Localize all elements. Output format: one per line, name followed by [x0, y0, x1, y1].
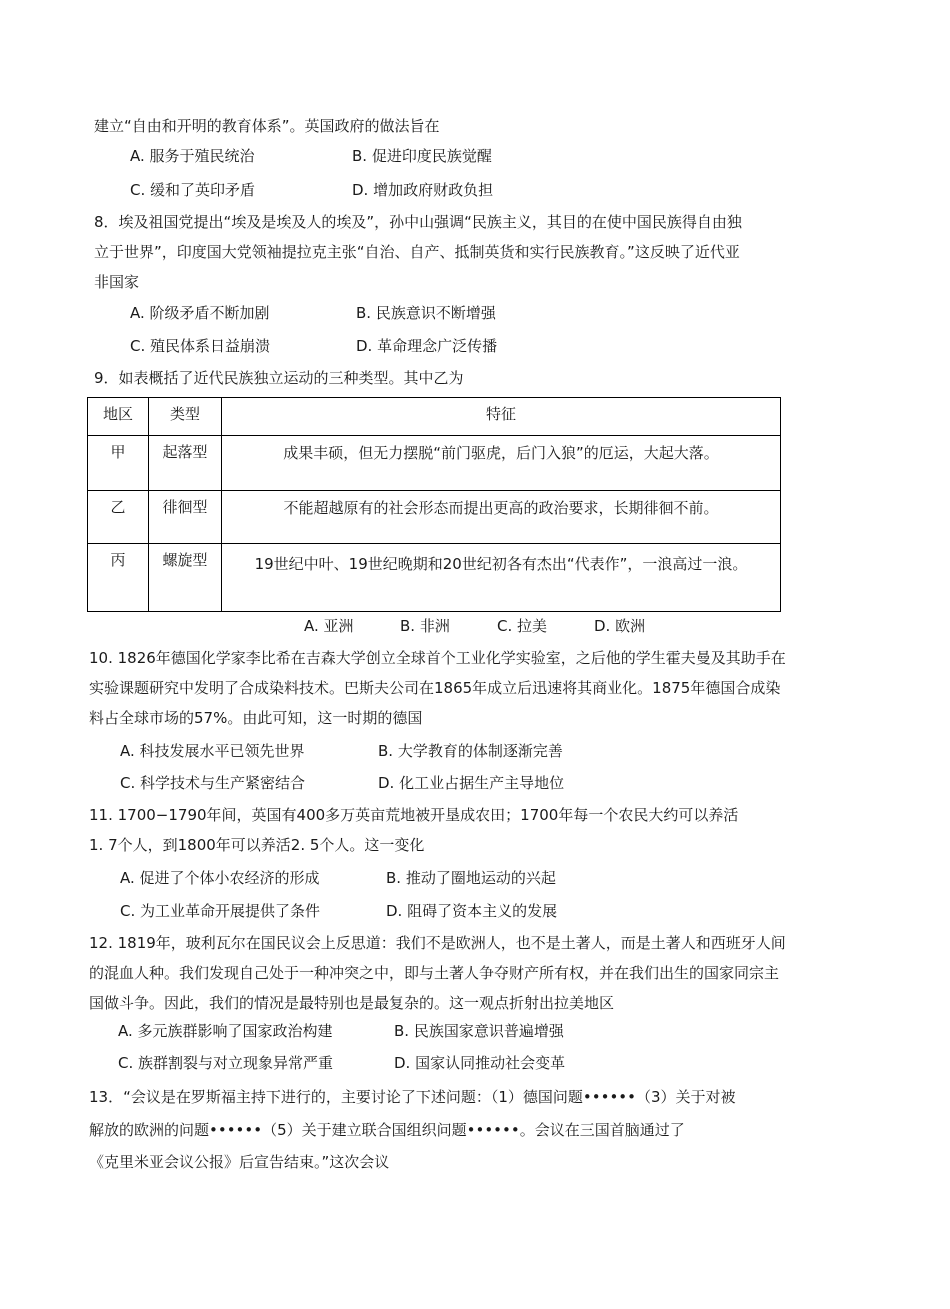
q7-option-b[interactable]: B. 促进印度民族觉醒	[352, 147, 492, 165]
q10-option-d[interactable]: D. 化工业占据生产主导地位	[378, 774, 565, 792]
q11-option-b[interactable]: B. 推动了圈地运动的兴起	[386, 869, 556, 887]
table-row	[88, 436, 781, 491]
q13-stem-line-1: 13．“会议是在罗斯福主持下进行的，主要讨论了下述问题：（1）德国问题••••••（3）关于对被	[89, 1088, 736, 1106]
header-type: 类型	[169, 405, 200, 423]
q11-stem-line-2: 1. 7个人，到1800年可以养活2. 5个人。这一变化	[89, 836, 425, 854]
row-type: 起落型	[162, 443, 208, 461]
q11-option-a[interactable]: A. 促进了个体小农经济的形成	[120, 869, 320, 887]
row-region: 丙	[110, 551, 126, 569]
q13-stem-line-2: 解放的欧洲的问题••••••（5）关于建立联合国组织问题••••••。会议在三国首脑通过了	[89, 1121, 685, 1139]
row-region: 乙	[110, 498, 126, 516]
q9-option-a[interactable]: A. 亚洲	[304, 617, 354, 635]
table-row	[88, 544, 781, 612]
q9-option-d[interactable]: D. 欧洲	[594, 617, 646, 635]
header-feature: 特征	[485, 405, 516, 423]
q10-option-c[interactable]: C. 科学技术与生产紧密结合	[120, 774, 306, 792]
q10-stem-line-2: 实验课题研究中发明了合成染料技术。巴斯夫公司在1865年成立后迅速将其商业化。1875年德国合成染	[89, 679, 781, 697]
q11-option-d[interactable]: D. 阻碍了资本主义的发展	[386, 902, 558, 920]
q10-option-a[interactable]: A. 科技发展水平已领先世界	[120, 742, 305, 760]
q10-stem-line-1: 10. 1826年德国化学家李比希在吉森大学创立全球首个工业化学实验室，之后他的学生霍夫曼及其助手在	[89, 649, 786, 667]
q8-option-d[interactable]: D. 革命理念广泛传播	[356, 337, 498, 355]
q9-table	[87, 397, 781, 612]
q10-stem-line-3: 料占全球市场的57%。由此可知，这一时期的德国	[89, 709, 423, 727]
q11-option-c[interactable]: C. 为工业革命开展提供了条件	[120, 902, 321, 920]
table-header-row	[88, 398, 781, 436]
q7-option-a[interactable]: A. 服务于殖民统治	[130, 147, 255, 165]
q12-option-d[interactable]: D. 国家认同推动社会变革	[394, 1054, 566, 1072]
q7-stem-line: 建立“自由和开明的教育体系”。英国政府的做法旨在	[94, 117, 440, 135]
row-region: 甲	[110, 443, 126, 461]
q11-stem-line-1: 11. 1700−1790年间，英国有400多万英亩荒地被开垦成农田；1700年每一个农民大约可以养活	[89, 806, 739, 824]
q8-stem-line-2: 立于世界”，印度国大党领袖提拉克主张“自治、自产、抵制英货和实行民族教育。”这反映了近代亚	[94, 243, 740, 261]
row-feature: 不能超越原有的社会形态而提出更高的政治要求，长期徘徊不前。	[283, 499, 719, 517]
q12-option-c[interactable]: C. 族群割裂与对立现象异常严重	[118, 1054, 334, 1072]
q13-stem-line-3: 《克里米亚会议公报》后宣告结束。”这次会议	[89, 1153, 390, 1171]
q8-stem-line-3: 非国家	[94, 273, 140, 291]
q8-option-c[interactable]: C. 殖民体系日益崩溃	[130, 337, 271, 355]
q8-option-a[interactable]: A. 阶级矛盾不断加剧	[130, 304, 270, 322]
q12-stem-line-2: 的混血人种。我们发现自己处于一种冲突之中，即与土著人争夺财产所有权，并在我们出生的国家同宗主	[89, 964, 780, 982]
q9-stem: 9．如表概括了近代民族独立运动的三种类型。其中乙为	[94, 369, 464, 387]
table-row	[88, 491, 781, 544]
row-feature: 19世纪中叶、19世纪晚期和20世纪初各有杰出“代表作”，一浪高过一浪。	[254, 555, 748, 573]
q9-option-b[interactable]: B. 非洲	[400, 617, 450, 635]
header-region: 地区	[102, 405, 133, 423]
q12-stem-line-1: 12. 1819年，玻利瓦尔在国民议会上反思道：我们不是欧洲人，也不是土著人，而是土著人和西班牙人间	[89, 934, 786, 952]
q9-option-c[interactable]: C. 拉美	[497, 617, 548, 635]
q8-stem-line-1: 8．埃及祖国党提出“埃及是埃及人的埃及”，孙中山强调“民族主义，其目的在使中国民族得自由独	[94, 213, 742, 231]
q10-option-b[interactable]: B. 大学教育的体制逐渐完善	[378, 742, 563, 760]
q7-option-c[interactable]: C. 缓和了英印矛盾	[130, 181, 256, 199]
q12-option-a[interactable]: A. 多元族群影响了国家政治构建	[118, 1022, 333, 1040]
row-feature: 成果丰硕，但无力摆脱“前门驱虎，后门入狼”的厄运，大起大落。	[283, 444, 719, 462]
q7-option-d[interactable]: D. 增加政府财政负担	[352, 181, 494, 199]
q12-stem-line-3: 国做斗争。因此，我们的情况是最特别也是最复杂的。这一观点折射出拉美地区	[89, 994, 615, 1012]
row-type: 螺旋型	[162, 551, 208, 569]
row-type: 徘徊型	[162, 498, 208, 516]
q12-option-b[interactable]: B. 民族国家意识普遍增强	[394, 1022, 564, 1040]
q8-option-b[interactable]: B. 民族意识不断增强	[356, 304, 496, 322]
